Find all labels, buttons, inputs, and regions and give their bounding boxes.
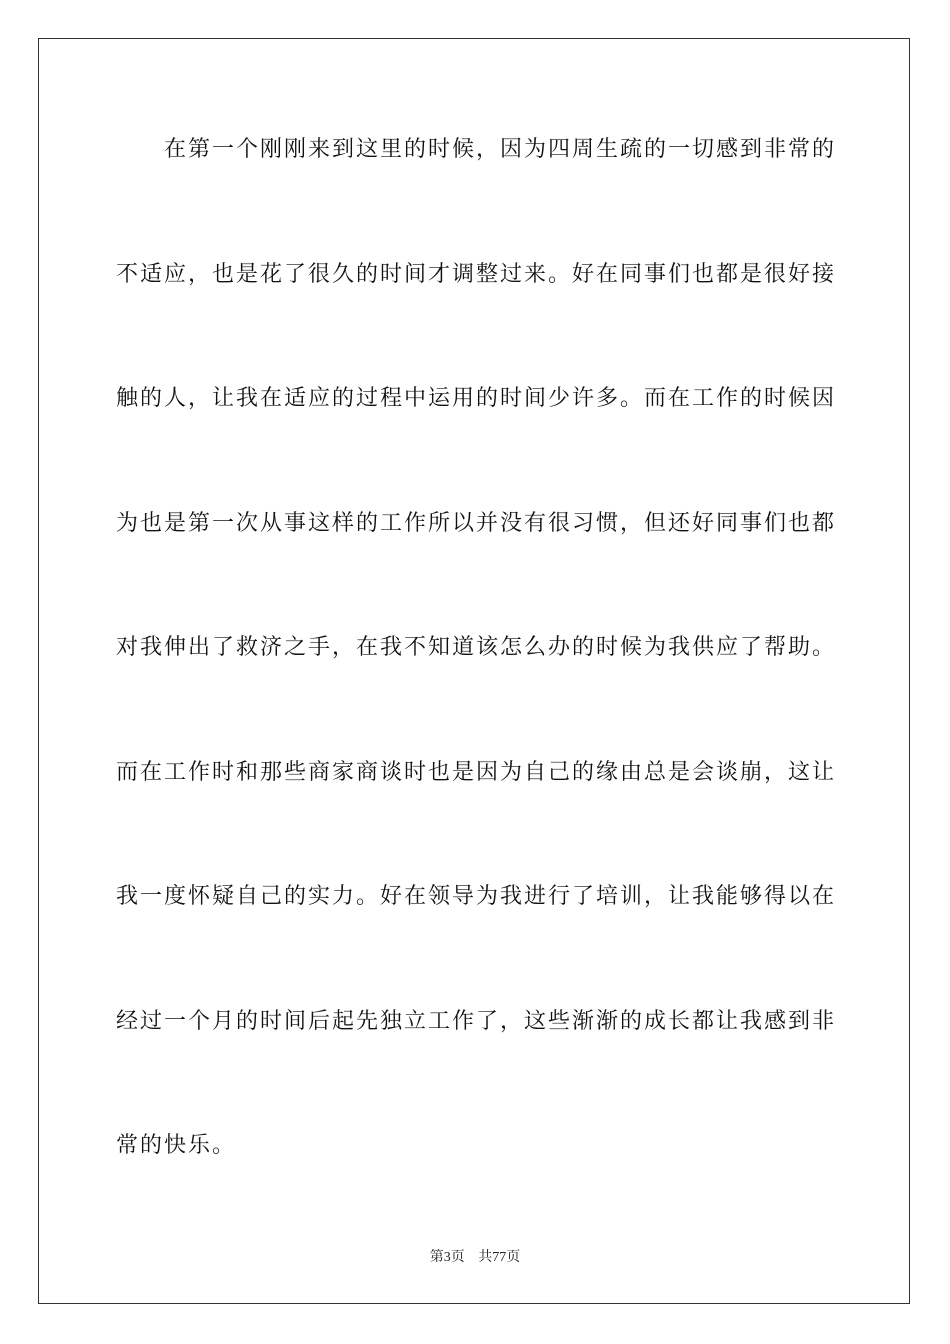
current-page-number: 第3页: [429, 1250, 465, 1265]
paragraph-line-6: 而在工作时和那些商家商谈时也是因为自己的缘由总是会谈崩，这让: [116, 759, 837, 785]
paragraph-line-5: 对我伸出了救济之手，在我不知道该怎么办的时候为我供应了帮助。: [116, 635, 837, 660]
paragraph-line-2: 不适应，也是花了很久的时间才调整过来。好在同事们也都是很好接: [116, 261, 837, 287]
paragraph-line-9: 常的快乐。: [116, 1133, 237, 1158]
paragraph-line-7: 我一度怀疑自己的实力。好在领导为我进行了培训，让我能够得以在: [116, 884, 837, 909]
document-body: [116, 128, 836, 1249]
paragraph-line-3: 触的人，让我在适应的过程中运用的时间少许多。而在工作的时候因: [116, 386, 837, 411]
total-page-count: 共77页: [478, 1250, 521, 1265]
paragraph-line-4: 为也是第一次从事这样的工作所以并没有很习惯，但还好同事们也都: [116, 510, 837, 536]
paragraph-line-1: 在第一个刚刚来到这里的时候，因为四周生疏的一切感到非常的: [164, 137, 837, 162]
page-footer: [0, 1246, 950, 1266]
paragraph-line-8: 经过一个月的时间后起先独立工作了，这些渐渐的成长都让我感到非: [116, 1008, 837, 1034]
